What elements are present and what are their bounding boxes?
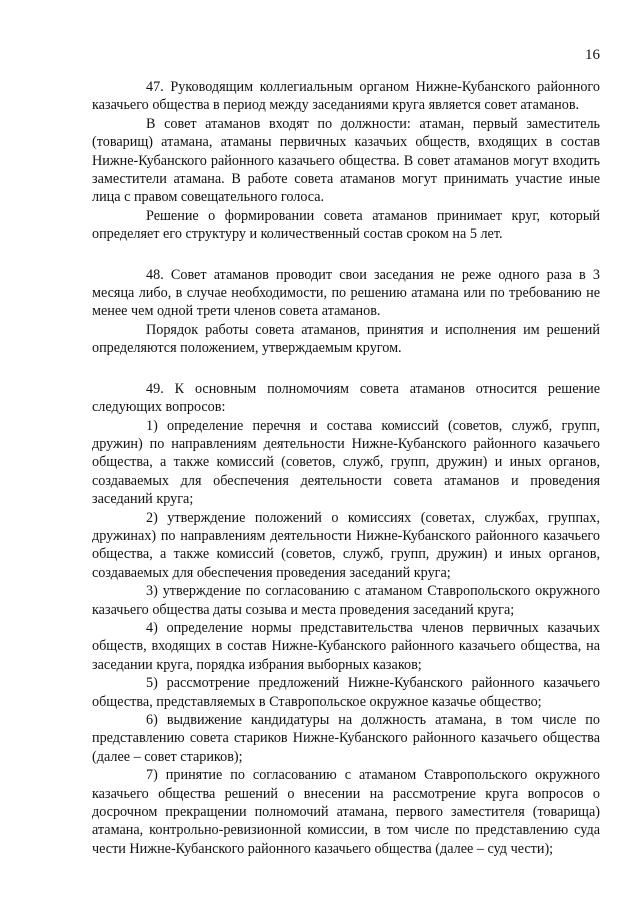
section-48: [92, 266, 600, 358]
section-gap: [92, 358, 600, 380]
list-item-6: 6) выдвижение кандидатуры на должность атамана, в том числе по представлению совета стариков Нижне-Кубанского районного казачьего общества (далее – совет стариков);: [92, 712, 600, 765]
list-item-1: 1) определение перечня и состава комиссий (советов, служб, групп, дружин) по направлениям деятельности Нижне-Кубанского районного казачьего общества, а также комиссий (советов, служб, групп, дружин) и иных органов, создаваемых для обеспечения деятельности совета атаманов и проведения заседаний круга;: [92, 417, 600, 508]
paragraph-48-procedure: Порядок работы совета атаманов, принятия и исполнения им решений определяются положением, утверждаемым кругом.: [92, 321, 600, 357]
list-item-2: 2) утверждение положений о комиссиях (советах, службах, группах, дружинах) по направлениям деятельности Нижне-Кубанского районного казачьего общества, а также комиссий (советов, служб, групп, дружин) и иных органов, создаваемых для обеспечения проведения заседаний круга;: [92, 509, 600, 581]
list-item-5: 5) рассмотрение предложений Нижне-Кубанского районного казачьего общества, представляемых в Ставропольское окружное казачье общество;: [92, 675, 600, 710]
page-number: 16: [585, 47, 600, 63]
paragraph-48-meetings: 48. Совет атаманов проводит свои заседания не реже одного раза в 3 месяца либо, в случае необходимости, по решению атамана или по требованию не менее чем одной трети членов совета атаманов.: [92, 266, 600, 320]
section-gap: [92, 244, 600, 266]
section-49: [92, 380, 600, 859]
list-item-3: 3) утверждение по согласованию с атаманом Ставропольского окружного казачьего общества даты созыва и места проведения заседаний круга;: [92, 583, 600, 618]
paragraph-47-composition: В совет атаманов входят по должности: атаман, первый заместитель (товарищ) атамана, атаманы первичных казачьих обществ, входящих в состав Нижне-Кубанского районного казачьего общества. В совет атаманов могут входить заместители атамана. В работе совета атаманов могут принимать участие иные лица с правом совещательного голоса.: [92, 115, 600, 206]
list-item-4: 4) определение нормы представительства членов первичных казачьих обществ, входящих в состав Нижне-Кубанского районного казачьего общества, на заседании круга, порядка избрания выборных казаков;: [92, 619, 600, 673]
paragraph-49-intro: 49. К основным полномочиям совета атаманов относится решение следующих вопросов:: [92, 380, 600, 416]
document-body: [92, 78, 600, 858]
list-item-7: 7) принятие по согласованию с атаманом Ставропольского окружного казачьего общества решений о внесении на рассмотрение круга вопросов о досрочном прекращении полномочий атамана, первого заместителя (товарища) атамана, контрольно-ревизионной комиссии, в том числе по представлению суда чести Нижне-Кубанского районного казачьего общества (далее – суд чести);: [92, 767, 600, 857]
paragraph-47-formation: Решение о формировании совета атаманов принимает круг, который определяет его структуру и количественный состав сроком на 5 лет.: [92, 207, 600, 243]
section-47: [92, 78, 600, 244]
paragraph-47-intro: 47. Руководящим коллегиальным органом Нижне-Кубанского районного казачьего общества в период между заседаниями круга является совет атаманов.: [92, 79, 600, 114]
